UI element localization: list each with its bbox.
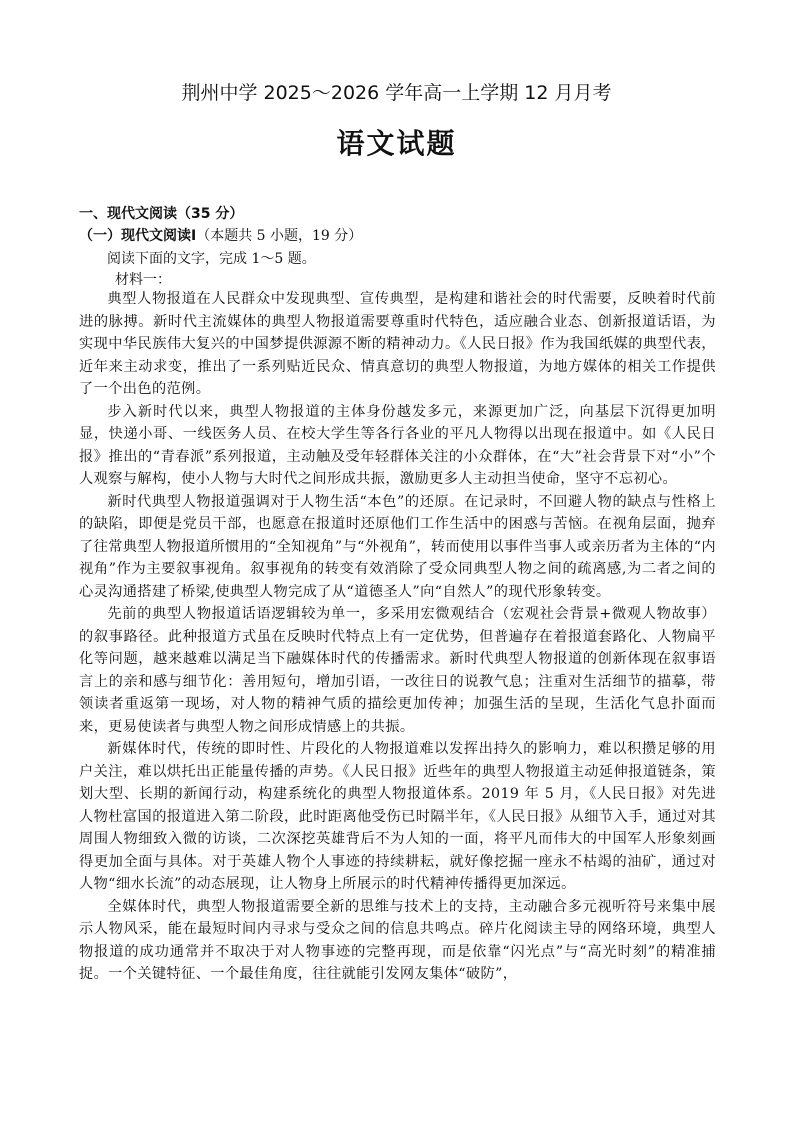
sub-heading (79, 225, 362, 245)
paragraph: 新时代典型人物报道强调对于人物生活“本色”的还原。在记录时，不回避人物的缺点与性格上的缺陷，即便是党员干部，也愿意在报道时还原他们工作生活中的困惑与苦恼。在视角层面，抛弃了往常典型人物报道所惯用的“全知视角”与“外视角”，转而使用以事件当事人或亲历者为主体的“内视角”作为主要叙事视角。叙事视角的转变有效消除了受众同典型人物之间的疏离感,为二者之间的心灵沟通搭建了桥梁,使典型人物完成了从“道德圣人”向“自然人”的现代形象转变。 (79, 493, 716, 600)
paragraph: 典型人物报道在人民群众中发现典型、宣传典型，是构建和谐社会的时代需要，反映着时代前进的脉搏。新时代主流媒体的典型人物报道需要尊重时代特色，适应融合业态、创新报道话语，为实现中华民族伟大复兴的中国梦提供源源不断的精神动力。《人民日报》作为我国纸媒的典型代表，近年来主动求变，推出了一系列贴近民众、情真意切的典型人物报道，为地方媒体的相关工作提供了一个出色的范例。 (79, 291, 716, 397)
sub-heading-note: （本题共 5 小题，19 分） (196, 228, 363, 244)
exam-title: 荆州中学 2025～2026 学年高一上学期 12 月月考 (181, 82, 612, 104)
section-heading: 一、现代文阅读（35 分） (79, 206, 244, 222)
material-body (79, 288, 716, 986)
sub-heading-title: （一）现代文阅读Ⅰ (79, 228, 197, 244)
reading-instruction: 阅读下面的文字，完成 1～5 题。 (107, 251, 316, 267)
paragraph: 全媒体时代，典型人物报道需要全新的思维与技术上的支持，主动融合多元视听符号来集中展示人物风采，能在最短时间内寻求与受众之间的信息共鸣点。碎片化阅读主导的网络环境，典型人物报道的成功通常并不取决于对人物事迹的完整再现，而是依靠“闪光点”与“高光时刻”的精准捕捉。一个关键特征、一个最佳角度，往往就能引发网友集体“破防”， (79, 898, 716, 982)
subject-title: 语文试题 (336, 127, 457, 160)
paragraph: 新媒体时代，传统的即时性、片段化的人物报道难以发挥出持久的影响力，难以积攒足够的用户关注，难以烘托出正能量传播的声势。《人民日报》近些年的典型人物报道主动延伸报道链条，策划大型、长期的新闻行动，构建系统化的典型人物报道体系。2019 年 5 月，《人民日报》对先进人物杜富国的报道进入第二阶段，此时距离他受伤已时隔半年，《人民日报》从细节入手，通过对其周围人物细致入微的访谈，二次深挖英雄背后不为人知的一面，将平凡而伟大的中国军人形象刻画得更加全面与具体。对于英雄人物个人事迹的持续耕耘，就好像挖掘一座永不枯竭的油矿，通过对人物“细水长流”的动态展现，让人物身上所展示的时代精神传播得更加深远。 (79, 741, 716, 892)
paragraph: 先前的典型人物报道话语逻辑较为单一，多采用宏微观结合（宏观社会背景+微观人物故事）的叙事路径。此种报道方式虽在反映时代特点上有一定优势，但普遍存在着报道套路化、人物扁平化等问题，越来越难以满足当下融媒体时代的传播需求。新时代典型人物报道的创新体现在叙事语言上的亲和感与细节化：善用短句，增加引语，一改往日的说教气息；注重对生活细节的描摹，带领读者重返第一现场，对人物的精神气质的描绘更加传神；加强生活的呈现，生活化气息扑面而来，更易使读者与典型人物之间形成情感上的共振。 (79, 606, 716, 735)
material-label: 材料一： (115, 272, 171, 288)
paragraph: 步入新时代以来，典型人物报道的主体身份越发多元，来源更加广泛，向基层下沉得更加明显，快递小哥、一线医务人员、在校大学生等各行各业的平凡人物得以出现在报道中。如《人民日报》推出的“青春派”系列报道，主动触及受年轻群体关注的小众群体，在“大”社会背景下对“小”个人观察与解构，使小人物与大时代之间形成共振，激励更多人主动担当使命，坚守不忘初心。 (79, 403, 716, 487)
